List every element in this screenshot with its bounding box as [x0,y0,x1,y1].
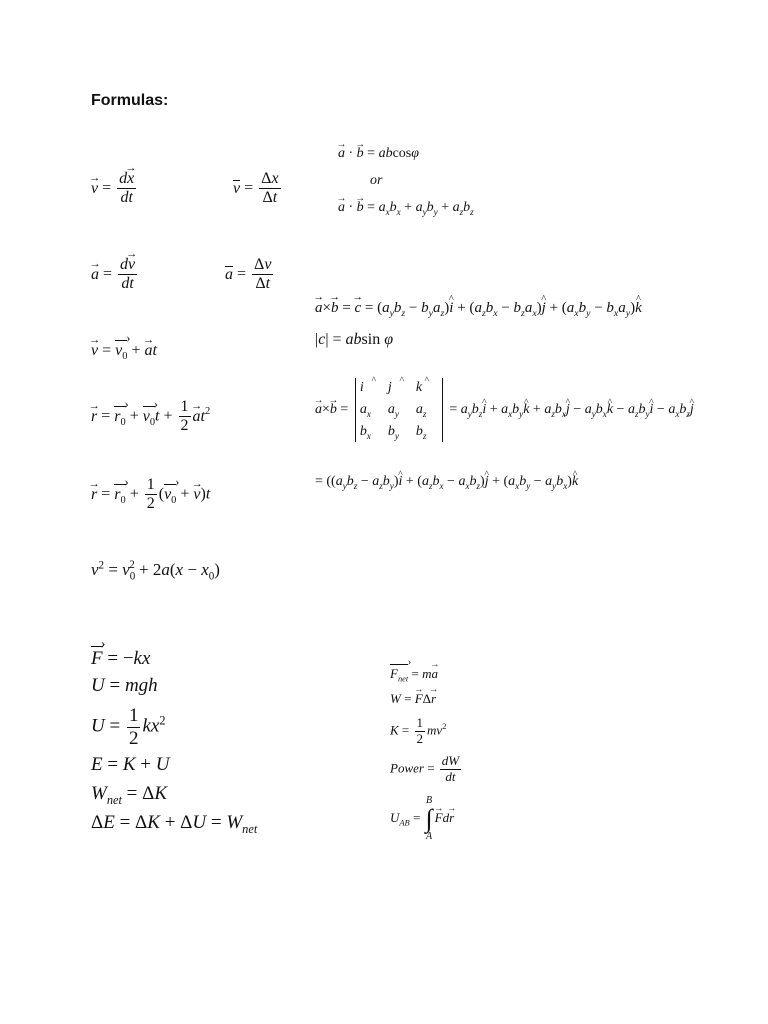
determinant-matrix: ^ i ^ j ^ k $a_x$ $a_y$ $a_z$ $b_x$ $b_y$ $b_z$ [355,378,443,442]
position-average-velocity: → $r = r_0$ › + $\frac{1}{2}$ ($v_0$ › + → v)t [91,476,210,514]
spring-potential-energy: U = $\frac{1}{2}$ $kx^2$ [91,705,166,749]
page-title: Formulas: [91,92,169,109]
work-energy-theorem: $W_{net} = \Delta K$ [91,783,168,807]
dot-product-formula: → a · → b = abcosφ [338,146,419,162]
newtons-second-law: $F_{net}$ › = m→ a [390,664,438,682]
velocity-constant-acceleration: → $v = v_0$ › + → at [91,340,157,360]
cross-product-determinant: → a×→ b = ^ i ^ j ^ k $a_x$ $a_y$ $a_z$ $b_x$ $b_y$ $b_z$ = $a_yb_z\^{}$ $i + a_xb_y\^{}$ $k + a_zb_x\^{}$ $j - a_yb_x\^{}$ $k - a_zb_y\^{}$ $i - a_xb_z\^{}$ j [315,378,694,442]
power-definition: Power = $\frac{dW}{dt}$ [390,753,460,784]
average-velocity-definition: v = $\frac{\Delta x}{\Delta t}$ [233,170,279,207]
work-definition: W = → FΔ→ r [390,691,436,707]
hookes-law: F › = −kx [91,646,150,670]
acceleration-definition: → a = $\frac{d\to v}{dt}$ [91,256,139,294]
position-constant-acceleration: → $r = r_0$ › + $v_0$ ›t + $\frac{1}{2}$ → $at^2$ [91,398,210,436]
velocity-definition: → v = $\frac{d\to x}{dt}$ [91,170,138,208]
cross-product-expanded: = (($a_yb_z$ − $a_zb_y)\^{}$ $i + (a_zb_x$ − $a_xb_z)\^{}$ $j + (a_xb_y$ − $a_yb_x)\^{}$ k [315,474,578,490]
cross-product-components: → a×→ b = → $c = (a_yb_z$ − $b_ya_z)\^{}$ $i + (a_zb_x$ − $b_za_x)\^{}$ $j + (a_xb_y$ − $b_xa_y)\^{}$ k [315,300,642,317]
average-acceleration-definition: a = $\frac{\Delta v}{\Delta t}$ [225,256,272,293]
kinetic-energy: K = $\frac{1}{2}$ $mv^2$ [390,715,447,746]
velocity-squared-equation: $v^2 = v_0^2 + 2a(x - x_0)$ [91,559,220,583]
cross-product-magnitude: |c| = absin φ [315,331,394,348]
dot-product-components: → a · → $b = a_xb_x + a_yb_y + a_zb_z$ [338,200,474,216]
gravitational-potential-energy: U = mgh [91,675,158,696]
energy-change: $\Delta E = \Delta K + \Delta U = W_{net}$ [91,812,258,836]
integral-symbol: B ∫ A [425,795,433,842]
potential-energy-integral: $U_{AB}$ = B ∫ A → Fd→ r [390,796,454,842]
dot-product-or: or [370,173,383,188]
total-energy: E = K + U [91,754,170,775]
